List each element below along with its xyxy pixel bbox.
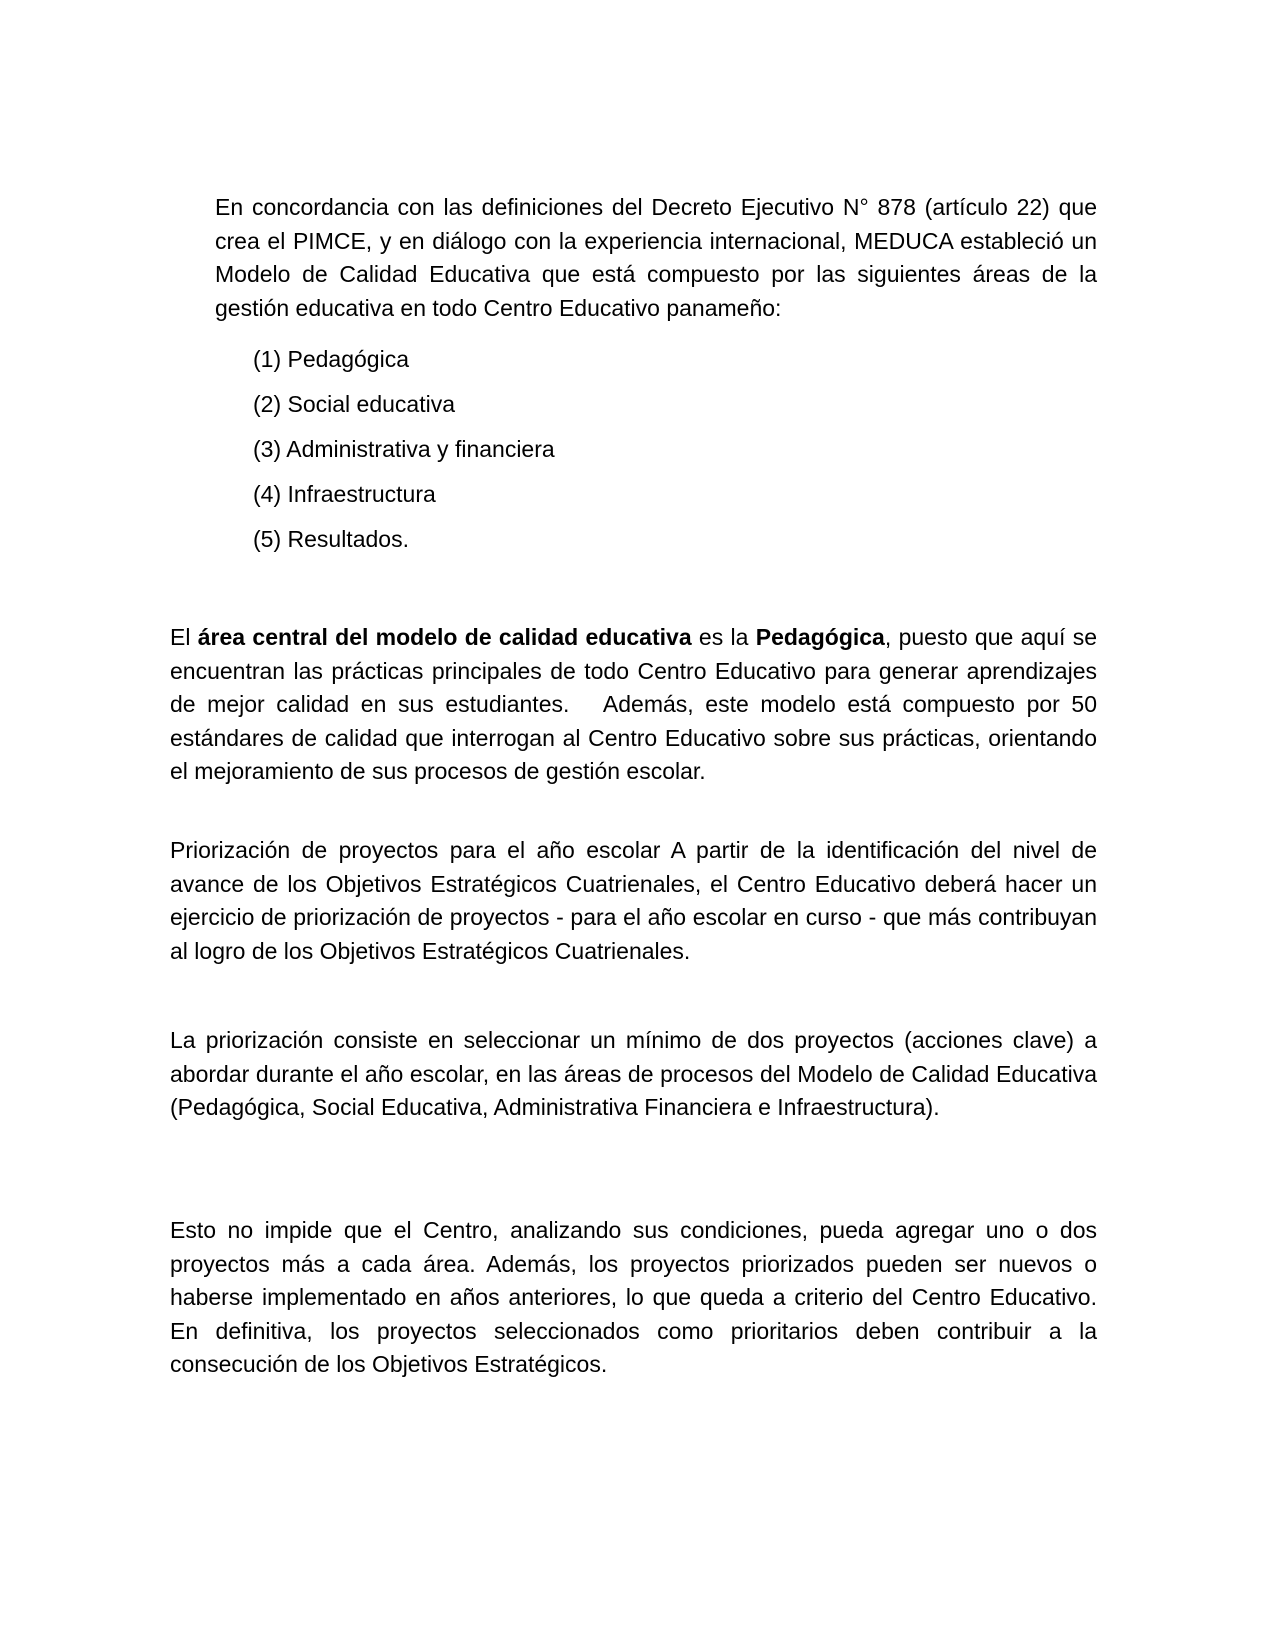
paragraph-intro: En concordancia con las definiciones del Decreto Ejecutivo N° 878 (artículo 22) que crea el PIMCE, y en diálogo con la experiencia internacional, MEDUCA estableció un Modelo de Calidad Educativa que está compuesto por las siguientes áreas de la gestión educativa en todo Centro Educativo panameño: [215, 194, 1097, 321]
list-item-resultados: (5) Resultados. [253, 526, 409, 552]
list-item-pedagogica: (1) Pedagógica [253, 346, 409, 372]
list-item-social-educativa: (2) Social educativa [253, 391, 455, 417]
paragraph-modelo-calidad: El área central del modelo de calidad educativa es la Pedagógica, puesto que aquí se encuentran las prácticas principales de todo Centro Educativo para generar aprendizajes de mejor calidad en sus estudiantes. Además, este modelo está compuesto por 50 estándares de calidad que interrogan al Centro Educativo sobre sus prácticas, orientando el mejoramiento de sus procesos de gestión escolar. [170, 624, 1104, 784]
list-item-administrativa-financiera: (3) Administrativa y financiera [253, 436, 555, 462]
paragraph-seleccion-proyectos: La priorización consiste en seleccionar un mínimo de dos proyectos (acciones clave) a abordar durante el año escolar, en las áreas de procesos del Modelo de Calidad Educativa (Pedagógica, Social Educativa, Administrativa Financiera e Infraestructura). [170, 1027, 1097, 1120]
paragraph-criterio-centro: Esto no impide que el Centro, analizando sus condiciones, pueda agregar uno o dos proyectos más a cada área. Además, los proyectos priorizados pueden ser nuevos o haberse implementado en años anteriores, lo que queda a criterio del Centro Educativo. En definitiva, los proyectos seleccionados como prioritarios deben contribuir a la consecución de los Objetivos Estratégicos. [170, 1217, 1097, 1377]
list-item-infraestructura: (4) Infraestructura [253, 481, 436, 507]
areas-list [253, 343, 1097, 568]
paragraph-priorizacion: Priorización de proyectos para el año escolar A partir de la identificación del nivel de avance de los Objetivos Estratégicos Cuatrienales, el Centro Educativo deberá hacer un ejercicio de priorización de proyectos - para el año escolar en curso - que más contribuyan al logro de los Objetivos Estratégicos Cuatrienales. [170, 837, 1097, 964]
